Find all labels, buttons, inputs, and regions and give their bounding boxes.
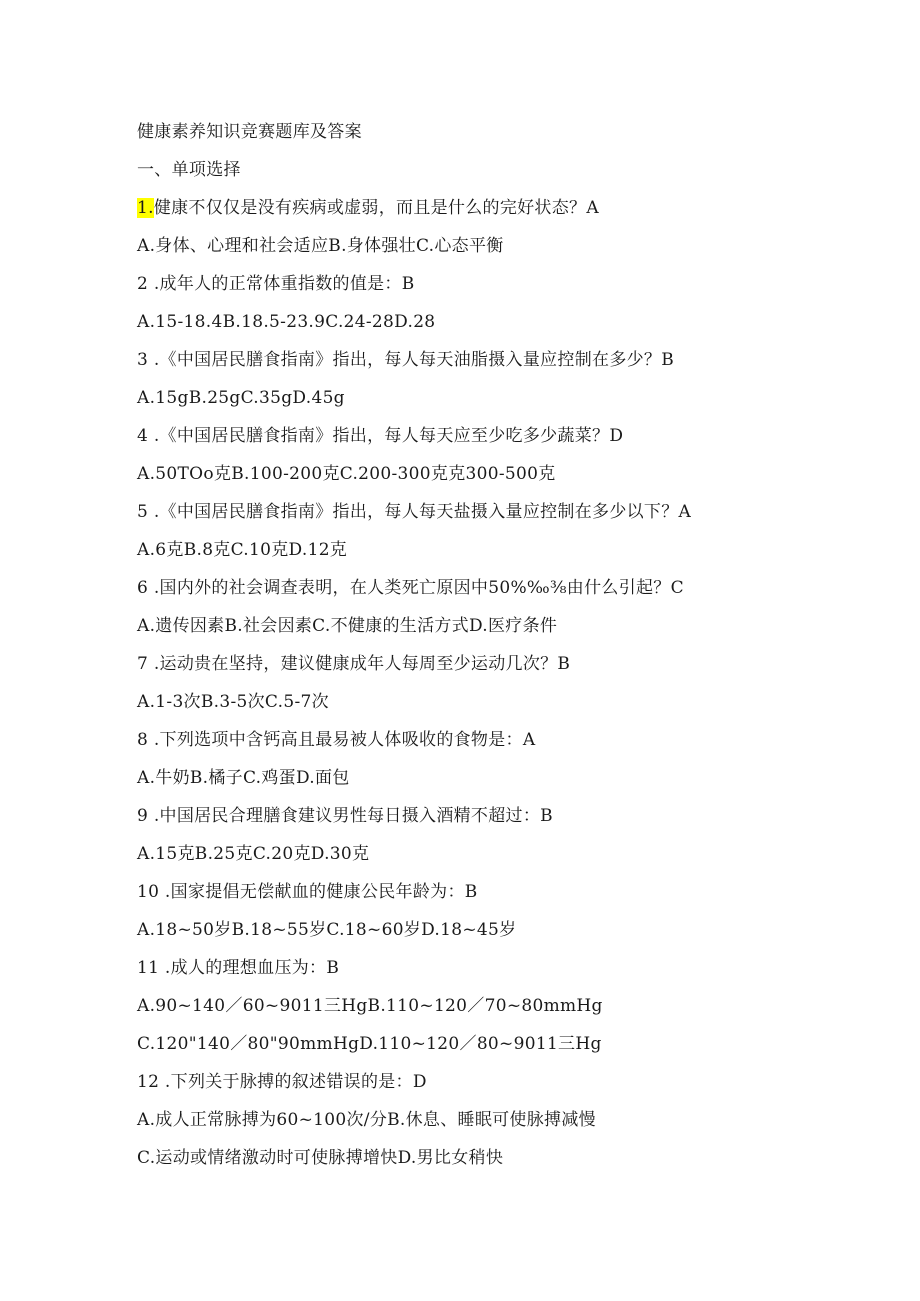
question-line xyxy=(137,196,599,220)
answer-line: A.身体、心理和社会适应B.身体强壮C.心态平衡 xyxy=(137,236,504,256)
question-text: 健康不仅仅是没有疾病或虚弱，而且是什么的完好状态？A xyxy=(153,198,599,218)
question-line: 5 .《中国居民膳食指南》指出，每人每天盐摄入量应控制在多少以下？A xyxy=(137,502,692,522)
answer-line: A.90~140／60~9011三HgB.110~120／70~80mmHg xyxy=(137,996,603,1016)
question-line: 7 .运动贵在坚持，建议健康成年人每周至少运动几次？B xyxy=(137,654,571,674)
answer-line: A.18~50岁B.18~55岁C.18~60岁D.18~45岁 xyxy=(137,920,517,940)
answer-line: A.15-18.4B.18.5-23.9C.24-28D.28 xyxy=(137,312,436,332)
question-line: 11 .成人的理想血压为：B xyxy=(137,958,340,978)
answer-line: A.牛奶B.橘子C.鸡蛋D.面包 xyxy=(137,768,350,788)
question-line: 9 .中国居民合理膳食建议男性每日摄入酒精不超过：B xyxy=(137,806,553,826)
answer-line: C.120"140／80"90mmHgD.110~120／80~9011三Hg xyxy=(137,1034,602,1054)
answer-line: A.15克B.25克C.20克D.30克 xyxy=(137,844,370,864)
answer-line: A.成人正常脉搏为60~100次/分B.休息、睡眠可使脉搏减慢 xyxy=(137,1110,596,1130)
answer-line: C.运动或情绪激动时可使脉搏增快D.男比女稍快 xyxy=(137,1148,504,1168)
answer-line: A.遗传因素B.社会因素C.不健康的生活方式D.医疗条件 xyxy=(137,616,558,636)
question-line: 2 .成年人的正常体重指数的值是：B xyxy=(137,274,415,294)
question-line: 3 .《中国居民膳食指南》指出，每人每天油脂摄入量应控制在多少？B xyxy=(137,350,675,370)
answer-line: A.15gB.25gC.35gD.45g xyxy=(137,388,345,408)
answer-line: A.50TOo克B.100-200克C.200-300克克300-500克 xyxy=(137,464,556,484)
question-line: 6 .国内外的社会调查表明，在人类死亡原因中50%‰⅜由什么引起？C xyxy=(137,578,684,598)
answer-line: A.1-3次B.3-5次C.5-7次 xyxy=(137,692,329,712)
document-title: 健康素养知识竞赛题库及答案 xyxy=(137,122,362,142)
section-heading: 一、单项选择 xyxy=(137,160,241,180)
answer-line: A.6克B.8克C.10克D.12克 xyxy=(137,540,348,560)
question-line: 8 .下列选项中含钙高且最易被人体吸收的食物是：A xyxy=(137,730,536,750)
question-line: 4 .《中国居民膳食指南》指出，每人每天应至少吃多少蔬菜？D xyxy=(137,426,624,446)
question-line: 10 .国家提倡无偿献血的健康公民年龄为：B xyxy=(137,882,478,902)
highlighted-question-number: 1. xyxy=(137,198,154,218)
question-line: 12 .下列关于脉搏的叙述错误的是：D xyxy=(137,1072,427,1092)
